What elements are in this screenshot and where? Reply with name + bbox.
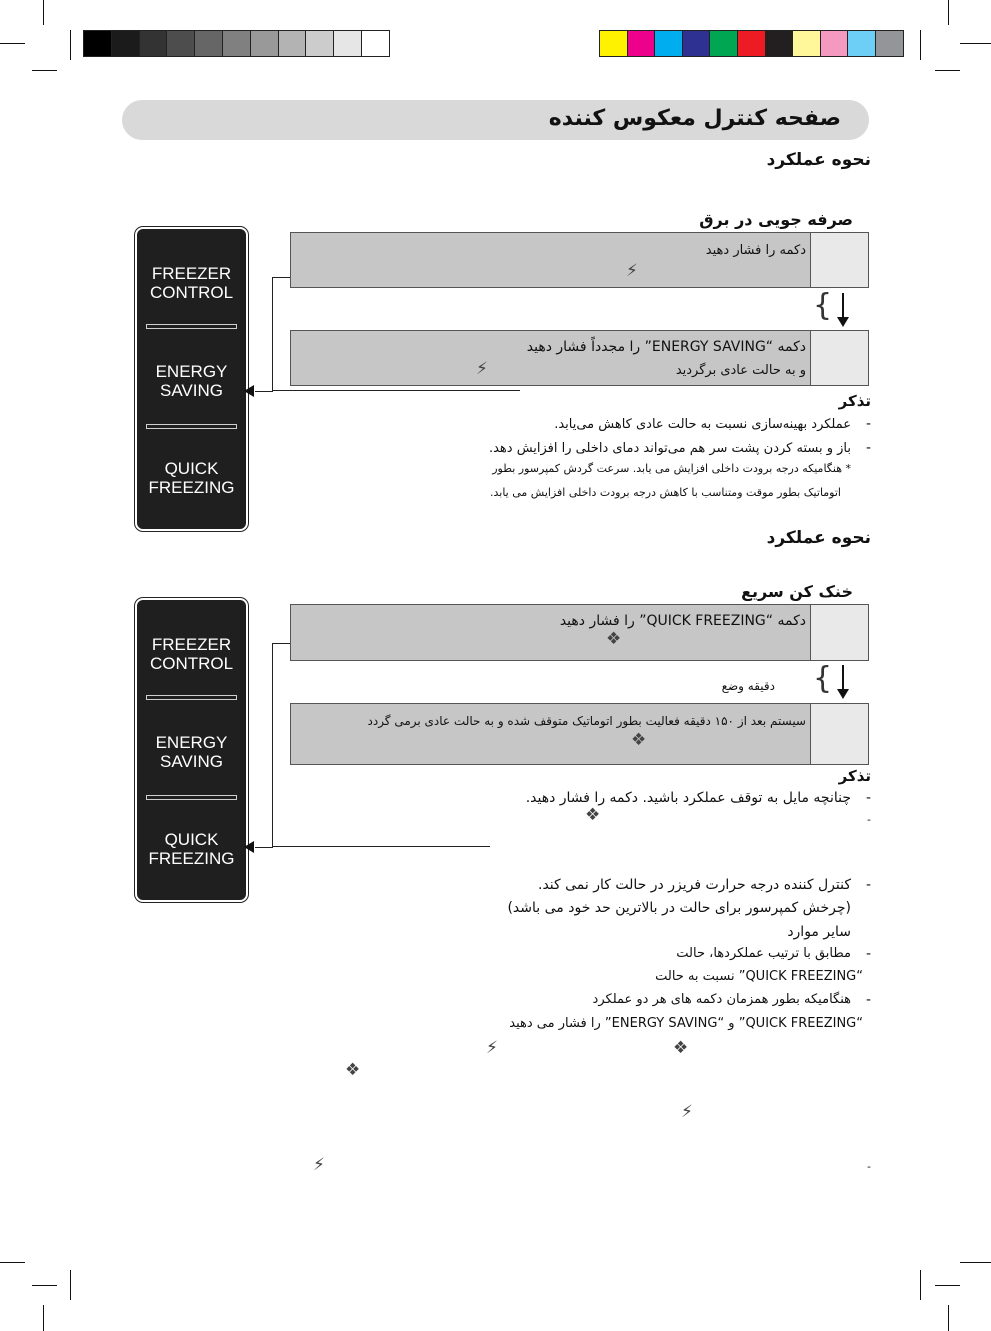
note-line: چنانچه مایل به توقف عملکرد باشید. دکمه را فشار دهید. <box>525 790 851 806</box>
button-label-line: SAVING <box>160 752 223 771</box>
state-indicator <box>810 704 868 764</box>
energy-saving-icon: ⚡ <box>626 261 638 281</box>
bullet: - <box>865 877 871 893</box>
crop-mark <box>43 0 44 25</box>
state-indicator <box>810 233 868 287</box>
brace-icon: { <box>813 661 833 696</box>
note-line: کنترل کننده درجه حرارت فریزر در حالت کار نمی کند. <box>538 877 851 893</box>
box-text: دکمه “ENERGY SAVING” را مجدداً فشار دهید <box>526 339 806 355</box>
state-indicator <box>810 331 868 385</box>
color-swatch <box>83 30 112 57</box>
duration-label: دقیقه وضع <box>721 679 775 693</box>
crop-mark <box>0 1262 25 1263</box>
quick-freezing-icon: ❖ <box>585 805 601 825</box>
button-label-line: QUICK <box>164 830 219 849</box>
energy-state-box-1 <box>290 232 869 288</box>
color-swatch <box>599 30 628 57</box>
color-swatch <box>709 30 738 57</box>
note-line: عملکرد بهینه‌سازی نسبت به حالت عادی کاهش می‌یابد. <box>554 417 851 432</box>
button-label-line: ENERGY <box>155 733 228 752</box>
button-label-line: FREEZING <box>148 478 235 497</box>
quick-state-box-1 <box>290 604 869 661</box>
brace-icon: { <box>813 288 833 323</box>
note-line: “QUICK FREEZING” نسبت به حالت <box>655 969 863 984</box>
page-title: صفحه کنترل معکوس کننده <box>548 106 841 131</box>
color-swatch <box>682 30 711 57</box>
title-bar <box>122 100 869 140</box>
note-line: (چرخش کمپرسور برای حالت در بالاترین حد خود می باشد) <box>507 900 851 916</box>
energy-saving-button[interactable] <box>140 733 243 771</box>
section1-heading: نحوه عملکرد <box>766 150 871 170</box>
connector-line <box>255 847 273 848</box>
quick-freezing-icon: ❖ <box>606 629 622 649</box>
note-line: هنگامیکه بطور همزمان دکمه های هر دو عملکرد <box>592 992 851 1007</box>
quick-state-box-2 <box>290 703 869 765</box>
energy-saving-icon: ⚡ <box>681 1102 693 1122</box>
color-swatch <box>654 30 683 57</box>
down-arrow-icon <box>837 317 849 327</box>
section2-heading: نحوه عملکرد <box>766 528 871 548</box>
bullet: - <box>865 946 871 962</box>
down-arrow-icon <box>842 293 844 319</box>
quick-freezing-icon: ❖ <box>631 730 647 750</box>
bullet: - <box>865 790 871 806</box>
bullet: - <box>865 992 871 1008</box>
crop-mark <box>948 0 949 25</box>
color-swatch <box>222 30 251 57</box>
color-swatch <box>847 30 876 57</box>
button-label-line: FREEZER <box>151 264 232 283</box>
color-swatch <box>765 30 794 57</box>
color-swatch <box>361 30 390 57</box>
color-swatch <box>194 30 223 57</box>
button-label-line: SAVING <box>160 381 223 400</box>
state-indicator <box>810 605 868 660</box>
crop-mark <box>960 43 991 44</box>
control-panel-2 <box>137 600 246 900</box>
crop-mark <box>0 43 25 44</box>
color-swatch <box>111 30 140 57</box>
arrow-left-icon <box>244 841 254 853</box>
note-line: مطابق با ترتیب عملکردها، حالت <box>676 946 851 961</box>
note-heading: تذکر <box>838 767 871 785</box>
color-swatch <box>139 30 168 57</box>
quick-freezing-button[interactable] <box>140 459 243 497</box>
note-line: سایر موارد <box>787 924 851 940</box>
energy-state-box-2 <box>290 330 869 386</box>
color-swatch <box>333 30 362 57</box>
button-label-line: FREEZING <box>148 849 235 868</box>
box-text: و به حالت عادی برگردید <box>675 363 806 378</box>
button-label-line: ENERGY <box>155 362 228 381</box>
note-line: “QUICK FREEZING” و “ENERGY SAVING” را فشار می دهید <box>509 1016 863 1031</box>
down-arrow-icon <box>842 665 844 691</box>
crop-mark <box>70 30 71 60</box>
crop-mark <box>920 30 921 60</box>
panel-divider <box>146 795 237 800</box>
crop-mark <box>960 1262 991 1263</box>
note-line: اتوماتیک بطور موقت ومتناسب با کاهش درجه برودت داخلی افزایش می یابد. <box>490 486 841 499</box>
control-panel-1 <box>137 229 246 529</box>
note-line: * هنگامیکه درجه برودت داخلی افزایش می یابد. سرعت گردش کمپرسور بطور <box>492 462 851 475</box>
box-text: سیستم بعد از ۱۵۰ دقیقه فعالیت بطور اتوماتیک متوقف شده و به حالت عادی برمی گردد <box>367 714 806 728</box>
crop-mark <box>43 1305 44 1331</box>
crop-mark <box>70 1270 71 1300</box>
box-text: دکمه را فشار دهید <box>705 243 806 258</box>
button-label-line: CONTROL <box>149 283 234 302</box>
color-swatch <box>875 30 904 57</box>
color-swatch <box>820 30 849 57</box>
freezer-control-button[interactable] <box>140 264 243 302</box>
quick-freezing-icon: ❖ <box>673 1038 689 1058</box>
bullet: - <box>867 813 871 826</box>
box-text: دکمه “QUICK FREEZING” را فشار دهید <box>559 613 806 629</box>
crop-mark <box>935 70 960 71</box>
energy-saving-icon: ⚡ <box>486 1038 498 1058</box>
panel-divider <box>146 424 237 429</box>
color-swatch <box>627 30 656 57</box>
color-swatch <box>278 30 307 57</box>
quick-freezing-icon: ❖ <box>345 1060 361 1080</box>
crop-mark <box>32 1285 57 1286</box>
arrow-left-icon <box>244 385 254 397</box>
crop-mark <box>948 1305 949 1331</box>
panel-divider <box>146 695 237 700</box>
panel-divider <box>146 324 237 329</box>
down-arrow-icon <box>837 689 849 699</box>
color-swatch <box>737 30 766 57</box>
energy-saving-icon: ⚡ <box>313 1155 325 1175</box>
bullet: - <box>867 1160 871 1173</box>
freezer-control-button[interactable] <box>140 635 243 673</box>
color-swatch <box>250 30 279 57</box>
crop-mark <box>32 70 57 71</box>
button-label-line: CONTROL <box>149 654 234 673</box>
energy-saving-icon: ⚡ <box>476 359 488 379</box>
connector-line <box>255 391 273 392</box>
quick-freezing-button[interactable] <box>140 830 243 868</box>
button-label-line: FREEZER <box>151 635 232 654</box>
bullet: - <box>865 440 871 456</box>
button-label-line: QUICK <box>164 459 219 478</box>
color-swatch <box>166 30 195 57</box>
crop-mark <box>935 1285 960 1286</box>
bullet: - <box>865 416 871 432</box>
section1-subheading: صرفه جویی در برق <box>699 210 853 229</box>
crop-mark <box>920 1270 921 1300</box>
note-line: باز و بسته کردن پشت سر هم می‌تواند دمای داخلی را افزایش دهد. <box>488 441 851 456</box>
energy-saving-button[interactable] <box>140 362 243 400</box>
note-heading: تذکر <box>838 392 871 410</box>
color-swatch <box>792 30 821 57</box>
color-swatch <box>305 30 334 57</box>
section2-subheading: خنک کن سریع <box>741 582 853 601</box>
